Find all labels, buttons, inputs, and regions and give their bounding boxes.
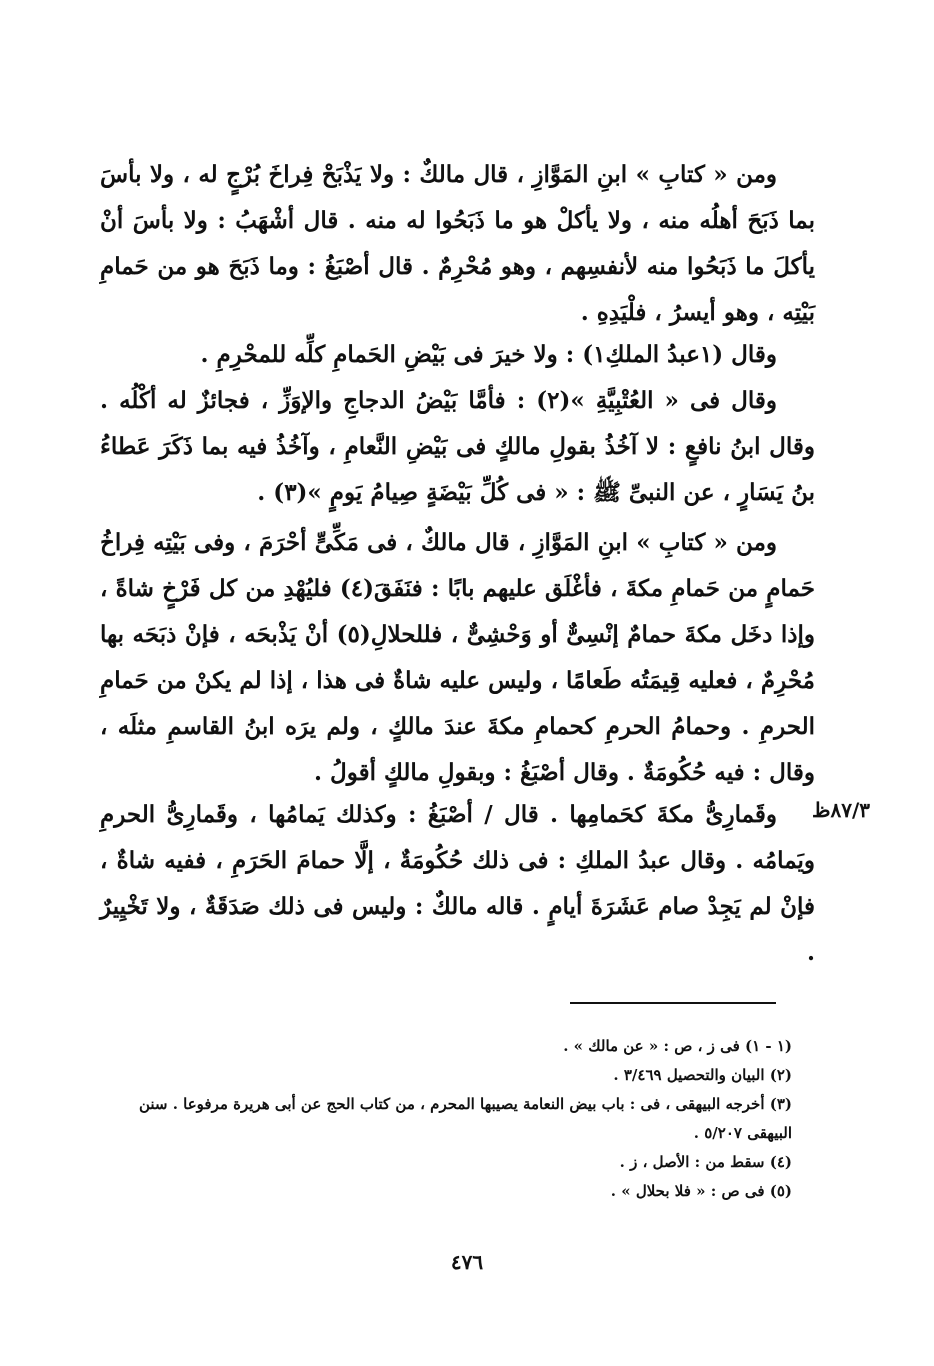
paragraph-1 <box>100 152 815 336</box>
page-number: ٤٧٦ <box>450 1250 484 1274</box>
paragraph-text: وقال (١عبدُ الملكِ١) : ولا خيرَ فى بَيْضِ الحَمامِ كلِّه للمحْرِمِ . <box>200 341 777 368</box>
footnote-separator <box>570 1002 776 1004</box>
footnote-5: (٥) فى ص : « فلا بحلال » . <box>610 1182 792 1200</box>
paragraph-3 <box>100 378 815 516</box>
footnote-2: (٢) البيان والتحصيل ٣/٤٦٩ . <box>613 1066 792 1084</box>
footnotes <box>100 1032 792 1206</box>
footnote-1: (١ - ١) فى ز ، ص : « عن مالك » . <box>563 1037 792 1055</box>
paragraph-text: ومن « كتابِ » ابنِ المَوَّازِ ، قال مالكٌ ، فى مَكِّىٍّ أحْرَمَ ، وفى بَيْتِه فِراخُ حَمامٍ من حَمامِ مكةَ ، فأغْلَق عليهم بابًا : فنَفَقَ(٤) فليُهْدِ من كل فَرْخٍ شاةً ، وإذا دخَل مكةَ حمامٌ إنْسِىٌّ أو وَحْشِىٌّ ، فللحلالِ(٥) أنْ يَذْبحَه ، فإنْ ذبَحَه بها مُحْرِمٌ ، فعليه قِيمَتُه طَعامًا ، وليس عليه شاةٌ فى هذا ، إذا لم يكنْ من حَمامِ الحرمِ . وحمامُ الحرمِ كحمامِ مكةَ عندَ مالكٍ ، ولم يرَه ابنُ القاسمِ مثلَه ، وقال : فيه حُكُومَةٌ . وقال أصْبَغُ : وبقولِ مالكٍ أقولُ . <box>100 529 815 786</box>
paragraph-text: وقَمارِىُّ مكةَ كحَمامِها . قال / أصْبَغُ : وكذلك يَمامُها ، وقَمارِىُّ الحرمِ ويَمامُه . وقال عبدُ الملكِ : فى ذلك حُكُومَةٌ ، إلَّا حمامَ الحَرَمِ ، ففيه شاةٌ ، فإنْ لم يَجِدْ صام عَشَرَةَ أيامٍ . قاله مالكٌ : وليس فى ذلك صَدَقَةٌ ، ولا تَخْيِيرٌ . <box>100 801 815 966</box>
paragraph-4 <box>100 520 815 796</box>
footnote-4: (٤) سقط من : الأصل ، ز . <box>619 1153 792 1171</box>
paragraph-text: ومن « كتابِ » ابنِ المَوَّازِ ، قال مالكٌ : ولا يَذْبَحْ فِراخَ بُرْجٍ له ، ولا بأسَ بما ذَبَحَ أهلُه منه ، ولا يأكلْ هو ما ذَبَحُوا له منه . قال أشْهَبُ : ولا بأسَ أنْ يأكلَ ما ذَبَحُوا منه لأنفسِهم ، وهو مُحْرِمٌ . قال أصْبَغُ : وما ذَبَحَ هو من حَمامِ بَيْتِه ، وهو أيسرُ ، فلْيَدِهِ . <box>100 161 815 326</box>
paragraph-5 <box>100 792 815 976</box>
manuscript-folio-reference: ٨٧/٣ظ <box>811 798 870 822</box>
paragraph-text: وقال فى « العُتْبِيَّةِ »(٢) : فأمَّا بَيْضُ الدجاجِ والإوَزِّ ، فجائزٌ له أكْلُه . وقال ابنُ نافعٍ : لا آخُذُ بقولِ مالكٍ فى بَيْضِ النَّعامِ ، وآخُذُ فيه بما ذَكَرَ عَطاءُ بنُ يَسَارٍ ، عن النبىِّ ﷺ : « فى كُلِّ بَيْضَةٍ صِيامُ يَومٍ »(٣) . <box>100 387 815 506</box>
footnote-3: (٣) أخرجه البيهقى ، فى : باب بيض النعامة يصيبها المحرم ، من كتاب الحج عن أبى هريرة مرفوعا . سنن البيهقى ٥/٢٠٧ . <box>138 1095 792 1142</box>
paragraph-2 <box>100 332 815 378</box>
